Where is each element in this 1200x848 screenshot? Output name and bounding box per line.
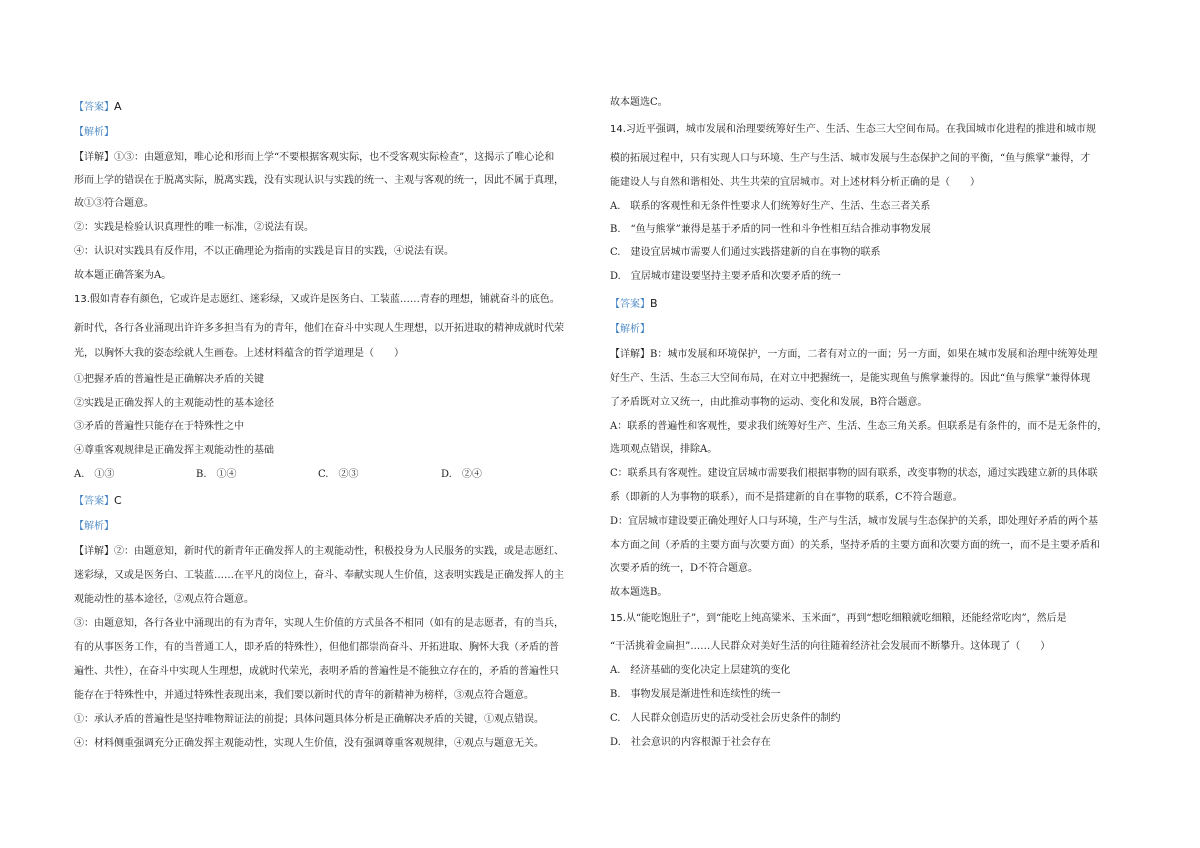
q14-option-b: B. “鱼与熊掌”兼得是基于矛盾的同一性和斗争性相互结合推动事物发展: [610, 224, 931, 235]
answer-value: C: [114, 494, 122, 507]
q15-stem-text: 从“能吃饱肚子”，到“能吃上纯高粱米、玉米面”，再到“想吃细粮就吃细粮，还能经常吃肉”，然后是: [625, 613, 1067, 624]
q13-option-c: C. ②③: [318, 469, 359, 480]
q14-option-c: C. 建设宜居城市需要人们通过实践搭建新的自在事物的联系: [610, 247, 881, 258]
q13-conclusion: 故本题选C。: [610, 97, 668, 108]
q12-answer-line: [74, 100, 122, 115]
q13-detail-line: ④：材料侧重强调充分正确发挥主观能动性，实现人生价值，没有强调尊重客观规律，④观点与题意无关。: [74, 738, 544, 749]
q14-stem-line: 能建设人与自然和谐相处、共生共荣的宜居城市。对上述材料分析正确的是（ ）: [610, 177, 980, 188]
q14-detail-line: 本方面之间（矛盾的主要方面与次要方面）的关系，坚持矛盾的主要方面和次要方面的统一，而不是主要矛盾和: [610, 540, 1100, 551]
q15-option-d: D. 社会意识的内容根源于社会存在: [610, 737, 771, 748]
q13-detail-line: 遍性、共性），在奋斗中实现人生理想，成就时代荣光，表明矛盾的普遍性是不能独立存在的，矛盾的普遍性只: [74, 666, 559, 677]
q13-detail-line: 观能动性的基本途径，②观点符合题意。: [74, 594, 254, 605]
q14-stem-line: 模的拓展过程中，只有实现人口与环境、生产与生活、城市发展与生态保护之间的平衡，“鱼与熊掌”兼得，才: [610, 153, 1091, 164]
q12-detail-line: ②：实践是检验认识真理性的唯一标准，②说法有误。: [74, 222, 314, 233]
q13-analysis-tag: 【解析】: [74, 521, 114, 532]
q12-detail-line: 【详解】①③：由题意知，唯心论和形而上学“不要根据客观实际，也不受客观实际检查”，这揭示了唯心论和: [74, 152, 555, 163]
q12-analysis-tag: 【解析】: [74, 127, 114, 138]
question-number: 13.: [74, 294, 90, 305]
q14-option-d: D. 宜居城市建设要坚持主要矛盾和次要矛盾的统一: [610, 271, 841, 282]
q13-detail-line: 【详解】②：由题意知，新时代的新青年正确发挥人的主观能动性，积极投身为人民服务的实践，或是志愿红、: [74, 546, 564, 557]
q15-option-b: B. 事物发展是渐进性和连续性的统一: [610, 689, 781, 700]
q13-stem-line: [74, 293, 560, 307]
q13-option-a: A. ①③: [74, 469, 115, 480]
q13-detail-line: ①：承认矛盾的普遍性是坚持唯物辩证法的前提；具体问题具体分析是正确解决矛盾的关键，①观点错误。: [74, 714, 544, 725]
q13-statement: ④尊重客观规律是正确发挥主观能动性的基础: [74, 445, 274, 456]
q14-answer-line: [610, 297, 658, 312]
question-number: 14.: [610, 124, 626, 135]
q14-detail-line: 【详解】B：城市发展和环境保护，一方面，二者有对立的一面；另一方面，如果在城市发展和治理中统筹处理: [610, 349, 1098, 360]
answer-tag: 【答案】: [74, 102, 114, 113]
q14-detail-line: 好生产、生活、生态三大空间布局，在对立中把握统一，是能实现鱼与熊掌兼得的。因此“鱼与熊掌”兼得体现: [610, 373, 1091, 384]
q12-detail-line: 故本题正确答案为A。: [74, 270, 172, 281]
answer-value: B: [650, 297, 658, 310]
answer-tag: 【答案】: [74, 496, 114, 507]
q14-stem-line: [610, 123, 1096, 137]
q14-detail-line: C：联系具有客观性。建设宜居城市需要我们根据事物的固有联系，改变事物的状态，通过实践建立新的具体联: [610, 468, 1098, 479]
q13-detail-line: 能存在于特殊性中，并通过特殊性表现出来，我们要以新时代的青年的新精神为榜样，③观点符合题意。: [74, 690, 534, 701]
q12-detail-line: 故①③符合题意。: [74, 198, 154, 209]
q14-detail-line: 次要矛盾的统一，D不符合题意。: [610, 563, 759, 574]
q14-analysis-tag: 【解析】: [610, 324, 650, 335]
answer-tag: 【答案】: [610, 299, 650, 310]
q15-option-a: A. 经济基础的变化决定上层建筑的变化: [610, 665, 791, 676]
q14-detail-line: D：宜居城市建设要正确处理好人口与环境，生产与生活，城市发展与生态保护的关系，即处理好矛盾的两个基: [610, 516, 1099, 527]
q14-stem-text: 习近平强调，城市发展和治理要统筹好生产、生活、生态三大空间布局。在我国城市化进程的推进和城市规: [625, 124, 1096, 135]
q14-detail-line: A：联系的普遍性和客观性，要求我们统筹好生产、生活、生态三角关系。但联系是有条件的，而不是无条件的，: [610, 421, 1108, 432]
q13-statement: ③矛盾的普遍性只能存在于特殊性之中: [74, 421, 244, 432]
q13-statement: ②实践是正确发挥人的主观能动性的基本途径: [74, 398, 274, 409]
q13-stem-line: 光，以胸怀大我的姿态绘就人生画卷。上述材料蕴含的哲学道理是（ ）: [74, 348, 404, 359]
q13-stem-text: 假如青春有颜色，它或许是志愿红、迷彩绿，又或许是医务白、工装蓝……青春的理想，铺就奋斗的底色。: [89, 294, 560, 305]
q14-option-a: A. 联系的客观性和无条件性要求人们统筹好生产、生活、生态三者关系: [610, 201, 931, 212]
q15-stem-line: “干活挑着金扁担”……人民群众对美好生活的向往随着经济社会发展而不断攀升。这体现了（ ）: [610, 641, 1051, 652]
q12-detail-line: ④：认识对实践具有反作用，不以正确理论为指南的实践是盲目的实践，④说法有误。: [74, 246, 454, 257]
q13-stem-line: 新时代，各行各业涌现出许许多多担当有为的青年，他们在奋斗中实现人生理想，以开拓进取的精神成就时代荣: [74, 323, 564, 334]
q15-option-c: C. 人民群众创造历史的活动受社会历史条件的制约: [610, 713, 841, 724]
q13-detail-line: 有的从事医务工作，有的当普通工人，即矛盾的特殊性），但他们都崇尚奋斗、开拓进取、胸怀大我（矛盾的普: [74, 642, 559, 653]
q13-statement: ①把握矛盾的普遍性是正确解决矛盾的关键: [74, 374, 264, 385]
answer-value: A: [114, 100, 122, 113]
q13-option-b: B. ①④: [196, 469, 237, 480]
q14-detail-line: 选项观点错误，排除A。: [610, 444, 718, 455]
q15-stem-line: [610, 612, 1067, 626]
q13-answer-line: [74, 494, 122, 509]
q14-detail-line: 了矛盾既对立又统一，由此推动事物的运动、变化和发展，B符合题意。: [610, 397, 928, 408]
q12-detail-line: 形而上学的错误在于脱离实际，脱离实践，没有实现认识与实践的统一、主观与客观的统一，因此不属于真理，: [74, 175, 564, 186]
q14-detail-line: 系（即新的人为事物的联系），而不是搭建新的自在事物的联系，C不符合题意。: [610, 492, 963, 503]
q13-option-d: D. ②④: [441, 469, 482, 480]
q13-detail-line: ③：由题意知，各行各业中涌现出的有为青年，实现人生价值的方式虽各不相同（如有的是志愿者，有的当兵，: [74, 618, 564, 629]
q13-detail-line: 迷彩绿，又或是医务白、工装蓝……在平凡的岗位上，奋斗、奉献实现人生价值，这表明实践是正确发挥人的主: [74, 570, 564, 581]
question-number: 15.: [610, 613, 626, 624]
q14-conclusion: 故本题选B。: [610, 587, 668, 598]
